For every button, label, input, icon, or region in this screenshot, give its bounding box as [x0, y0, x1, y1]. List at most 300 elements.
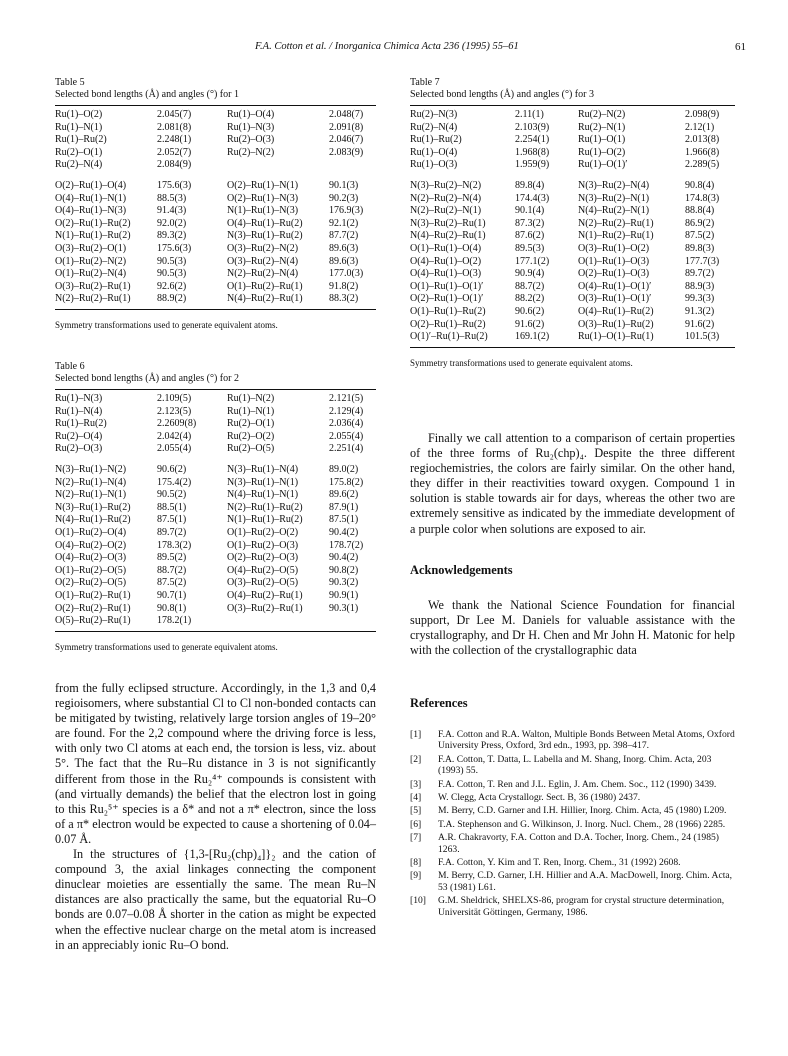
table-cell: 2.083(9)	[329, 146, 364, 158]
references-list	[410, 729, 735, 920]
table-cell: O(3)–Ru(1)–O(2)	[578, 242, 650, 254]
table-cell: 90.2(3)	[329, 192, 359, 204]
table-cell: 89.6(3)	[329, 255, 359, 267]
table-cell: N(4)–Ru(1)–Ru(2)	[55, 514, 131, 526]
table-cell: 175.6(3)	[157, 242, 192, 254]
table-cell: 2.055(4)	[329, 430, 364, 442]
reference-text: T.A. Stephenson and G. Wilkinson, J. Inorg. Nucl. Chem., 28 (1966) 2285.	[438, 818, 726, 830]
table-cell: 175.4(2)	[157, 476, 192, 488]
table-cell: Ru(2)–N(2)	[578, 109, 626, 120]
table-5	[55, 77, 376, 331]
table-cell: O(1)–Ru(2)–Ru(1)	[55, 589, 131, 601]
reference-number: [6]	[410, 818, 422, 830]
table-row	[410, 331, 735, 344]
table-cell: Ru(1)–N(3)	[227, 121, 275, 133]
table-5-caption: Selected bond lengths (Å) and angles (°) for 1	[55, 89, 239, 100]
table-row	[410, 281, 735, 294]
table-row	[55, 577, 376, 590]
table-cell: O(3)–Ru(2)–O(1)	[55, 242, 127, 254]
table-cell: Ru(1)–O(1)–Ru(1)	[578, 331, 654, 343]
table-cell: 89.6(3)	[329, 242, 359, 254]
table-5-label: Table 5	[55, 77, 85, 88]
table-row	[410, 122, 735, 135]
table-cell: 91.8(2)	[329, 280, 359, 292]
table-6	[55, 361, 376, 653]
table-cell: 177.1(2)	[515, 255, 550, 267]
table-cell: Ru(2)–N(2)	[227, 146, 275, 158]
table-cell: O(2)–Ru(1)–O(1)′	[410, 293, 484, 305]
table-cell: 90.5(2)	[157, 489, 187, 501]
table-row	[55, 552, 376, 565]
table-row	[410, 193, 735, 206]
table-row	[55, 281, 376, 294]
table-row	[55, 180, 376, 193]
table-cell: O(1)–Ru(2)–O(5)	[55, 564, 127, 576]
table-6-caption: Selected bond lengths (Å) and angles (°) for 2	[55, 373, 239, 384]
table-cell: O(1)–Ru(1)–Ru(2)	[410, 305, 486, 317]
table-cell: Ru(2)–N(3)	[410, 109, 458, 120]
table-cell: Ru(2)–O(4)	[55, 430, 103, 442]
table-cell: 175.6(3)	[157, 179, 192, 191]
table-cell: 90.6(2)	[515, 305, 545, 317]
table-cell: 87.5(1)	[329, 514, 359, 526]
table-cell: 88.2(2)	[515, 293, 545, 305]
table-cell: Ru(1)–O(4)	[410, 146, 458, 158]
table-cell: 90.8(4)	[685, 179, 715, 191]
table-cell: O(4)–Ru(2)–Ru(1)	[227, 589, 303, 601]
table-row	[55, 464, 376, 477]
table-cell: 89.7(2)	[157, 526, 187, 538]
table-cell: 89.5(2)	[157, 552, 187, 564]
table-row	[55, 615, 376, 628]
table-cell: N(3)–Ru(2)–N(2)	[410, 179, 482, 191]
table-cell: Ru(1)–N(1)	[55, 121, 103, 133]
table-cell: 87.5(2)	[685, 230, 715, 242]
table-cell: 91.6(2)	[515, 318, 545, 330]
table-cell: 1.966(8)	[685, 146, 720, 158]
table-6-footnote: Symmetry transformations used to generate equivalent atoms.	[55, 641, 278, 652]
table-cell: 90.8(1)	[157, 602, 187, 614]
table-row	[410, 147, 735, 160]
table-row	[55, 527, 376, 540]
table-cell: 177.0(3)	[329, 268, 364, 280]
reference-item	[410, 792, 735, 803]
reference-item	[410, 895, 735, 918]
table-5-footnote: Symmetry transformations used to generate equivalent atoms.	[55, 319, 278, 330]
table-cell: N(2)–Ru(2)–N(1)	[410, 205, 482, 217]
table-cell: N(3)–Ru(1)–N(1)	[227, 476, 299, 488]
reference-text: G.M. Sheldrick, SHELXS-86, program for crystal structure determination, Universität Göttingen, Germany, 1986.	[438, 895, 725, 918]
table-cell: N(4)–Ru(1)–N(1)	[227, 489, 299, 501]
table-group-separator	[55, 172, 376, 180]
table-cell: N(3)–Ru(1)–N(4)	[227, 463, 299, 475]
reference-number: [5]	[410, 805, 422, 817]
reference-text: M. Berry, C.D. Garner, I.H. Hillier and A.A. MacDowell, Inorg. Chim. Acta, 53 (1981) L61.	[438, 870, 733, 893]
table-row	[55, 193, 376, 206]
table-cell: 169.1(2)	[515, 331, 550, 343]
table-cell: O(3)–Ru(2)–Ru(1)	[227, 602, 303, 614]
table-cell: 2.052(7)	[157, 146, 192, 158]
table-cell: 1.959(9)	[515, 159, 550, 171]
table-row	[410, 109, 735, 122]
reference-text: F.A. Cotton and R.A. Walton, Multiple Bonds Between Metal Atoms, Oxford University Press, Oxford, 3rd edn., 1993, pp. 398–417.	[438, 729, 735, 752]
table-cell: 2.098(9)	[685, 109, 720, 120]
table-cell: N(3)–Ru(1)–N(2)	[55, 463, 127, 475]
table-cell: O(3)–Ru(2)–Ru(1)	[55, 280, 131, 292]
table-cell: O(2)–Ru(1)–O(3)	[578, 268, 650, 280]
table-cell: 2.129(4)	[329, 405, 364, 417]
table-cell: 92.6(2)	[157, 280, 187, 292]
table-6-label: Table 6	[55, 361, 85, 372]
reference-text: W. Clegg, Acta Crystallogr. Sect. B, 36 (1980) 2437.	[438, 792, 641, 804]
table-cell: 174.4(3)	[515, 192, 550, 204]
table-cell: O(4)–Ru(1)–Ru(2)	[227, 217, 303, 229]
reference-number: [4]	[410, 792, 422, 804]
left-body-text	[55, 681, 376, 953]
table-cell: 178.2(1)	[157, 615, 192, 627]
table-cell: 101.5(3)	[685, 331, 720, 343]
table-row	[410, 159, 735, 172]
table-cell: 2.103(9)	[515, 121, 550, 133]
table-cell: 88.3(2)	[329, 293, 359, 305]
table-row	[55, 205, 376, 218]
table-cell: N(3)–Ru(2)–N(1)	[578, 192, 650, 204]
table-row	[410, 180, 735, 193]
table-cell: Ru(1)–O(3)	[410, 159, 458, 171]
table-cell: Ru(2)–O(5)	[227, 443, 275, 455]
table-7-label: Table 7	[410, 77, 440, 88]
table-cell: 88.7(2)	[515, 280, 545, 292]
table-row	[55, 243, 376, 256]
table-cell	[227, 159, 329, 172]
table-cell: Ru(1)–N(1)	[227, 405, 275, 417]
table-cell: Ru(2)–O(3)	[55, 443, 103, 455]
table-row	[55, 590, 376, 603]
table-cell: 2.289(5)	[685, 159, 720, 171]
table-cell: O(4)–Ru(2)–O(5)	[227, 564, 299, 576]
table-cell: 175.8(2)	[329, 476, 364, 488]
left-paragraph-2: In the structures of {1,3-[Ru₂(chp)₄]}₂ and the cation of compound 3, the axial linkages connecting the component dinuclear moieties are essentially the same. The mean Ru–N distances are also practically the same, but the equatorial Ru–O bonds are 0.07–0.08 Å shorter in the cation as might be expected when the effective nuclear charge on the metal atom is increased in an appreciably ionic Ru–O bond.	[55, 847, 376, 952]
table-cell: O(4)–Ru(1)–O(3)	[410, 268, 482, 280]
table-cell: Ru(1)–N(4)	[55, 405, 103, 417]
references-heading: References	[410, 696, 468, 710]
table-cell: O(1)–Ru(2)–O(2)	[227, 526, 299, 538]
table-cell: 2.013(8)	[685, 134, 720, 146]
left-paragraph-1: from the fully eclipsed structure. Accordingly, in the 1,3 and 0,4 regioisomers, where substantial Cl to Cl non-bonded contacts can be mitigated by twisting, relatively large torsion angles of 19–20° are found. For the 2,2 compound where the driving force is less, with only two Cl atoms at each end, the torsion is less, viz. about 5°. The fact that the Ru–Ru distance in 3 is not significantly different from those in the Ru₂⁴⁺ compounds is consistent with (and virtually demands) the belief that the electron lost in going to this Ru₂⁵⁺ species is a δ* and not a π* electron, since the loss of a π* electron would be expected to cause a shortening of 0.04–0.07 Å.	[55, 681, 376, 846]
reference-item	[410, 832, 735, 855]
table-group-separator	[410, 172, 735, 180]
table-row	[55, 218, 376, 231]
table-cell: N(1)–Ru(2)–Ru(1)	[578, 230, 654, 242]
table-row	[410, 256, 735, 269]
reference-number: [8]	[410, 857, 422, 869]
table-group-separator	[55, 456, 376, 464]
table-cell: O(3)–Ru(1)–O(1)′	[578, 293, 652, 305]
table-cell: Ru(2)–O(2)	[227, 430, 275, 442]
table-cell: Ru(2)–O(1)	[227, 418, 275, 430]
table-cell: 90.3(2)	[329, 577, 359, 589]
table-cell: N(3)–Ru(2)–N(4)	[578, 179, 650, 191]
table-cell: Ru(1)–O(2)	[55, 109, 103, 120]
table-cell: 2.109(5)	[157, 393, 192, 404]
table-row	[55, 159, 376, 172]
table-cell: Ru(1)–O(2)	[578, 146, 626, 158]
table-row	[55, 443, 376, 456]
table-cell: O(1)–Ru(1)–O(4)	[410, 242, 482, 254]
table-cell: N(1)–Ru(1)–Ru(2)	[55, 230, 131, 242]
table-cell: N(3)–Ru(1)–Ru(2)	[55, 501, 131, 513]
table-cell: O(3)–Ru(1)–Ru(2)	[578, 318, 654, 330]
table-cell: Ru(1)–O(1)′	[578, 159, 628, 171]
table-cell: 90.7(1)	[157, 589, 187, 601]
table-cell: O(3)–Ru(2)–O(5)	[227, 577, 299, 589]
table-cell: O(3)–Ru(2)–N(4)	[227, 255, 299, 267]
table-cell	[227, 615, 329, 628]
table-cell: O(4)–Ru(1)–N(3)	[55, 205, 127, 217]
table-cell: O(1)–Ru(2)–N(2)	[55, 255, 127, 267]
table-cell: N(2)–Ru(1)–Ru(2)	[227, 501, 303, 513]
table-cell: 90.6(2)	[157, 463, 187, 475]
table-cell: Ru(2)–N(4)	[55, 159, 103, 171]
table-7-footnote: Symmetry transformations used to generate equivalent atoms.	[410, 357, 633, 368]
table-cell: 2.081(8)	[157, 121, 192, 133]
acknowledgements-heading: Acknowledgements	[410, 563, 513, 577]
table-cell: 87.7(2)	[329, 230, 359, 242]
reference-text: F.A. Cotton, Y. Kim and T. Ren, Inorg. Chem., 31 (1992) 2608.	[438, 857, 681, 869]
reference-text: F.A. Cotton, T. Ren and J.L. Eglin, J. Am. Chem. Soc., 112 (1990) 3439.	[438, 778, 717, 790]
table-row	[410, 230, 735, 243]
table-cell: 88.9(2)	[157, 293, 187, 305]
reference-number: [3]	[410, 778, 422, 790]
reference-item	[410, 805, 735, 816]
table-cell: 2.048(7)	[329, 109, 364, 120]
table-cell: 99.3(3)	[685, 293, 715, 305]
reference-text: M. Berry, C.D. Garner and I.H. Hillier, Inorg. Chim. Acta, 45 (1980) L209.	[438, 805, 727, 817]
table-cell: O(4)–Ru(1)–N(1)	[55, 192, 127, 204]
table-cell: 91.6(2)	[685, 318, 715, 330]
table-cell: 2.248(1)	[157, 134, 192, 146]
table-cell: O(2)–Ru(2)–O(3)	[227, 552, 299, 564]
table-row	[55, 256, 376, 269]
table-cell: 2.042(4)	[157, 430, 192, 442]
table-cell: 91.3(2)	[685, 305, 715, 317]
table-cell: N(2)–Ru(1)–N(1)	[55, 489, 127, 501]
table-cell: 176.9(3)	[329, 205, 364, 217]
table-cell: 89.8(4)	[515, 179, 545, 191]
table-cell: 2.121(5)	[329, 393, 364, 404]
table-cell: N(2)–Ru(2)–Ru(1)	[578, 217, 654, 229]
table-cell: 2.11(1)	[515, 109, 544, 120]
table-row	[55, 230, 376, 243]
table-row	[410, 218, 735, 231]
table-cell: 90.4(2)	[329, 526, 359, 538]
reference-item	[410, 779, 735, 790]
table-cell: Ru(1)–Ru(2)	[410, 134, 462, 146]
table-cell: 89.3(2)	[157, 230, 187, 242]
table-cell: 86.9(2)	[685, 217, 715, 229]
reference-text: F.A. Cotton, T. Datta, L. Labella and M. Shang, Inorg. Chim. Acta, 203 (1993) 55.	[438, 753, 712, 777]
table-cell: 88.5(3)	[157, 192, 187, 204]
table-cell: 2.055(4)	[157, 443, 192, 455]
table-cell: N(1)–Ru(1)–N(3)	[227, 205, 299, 217]
table-row	[55, 393, 376, 406]
right-body-text	[410, 431, 735, 537]
table-cell: N(4)–Ru(2)–Ru(1)	[227, 293, 303, 305]
table-cell: Ru(1)–Ru(2)	[55, 418, 107, 430]
table-6-grid	[55, 393, 376, 628]
table-cell: Ru(1)–O(4)	[227, 109, 275, 120]
table-cell: N(2)–Ru(2)–N(4)	[227, 268, 299, 280]
table-cell: O(1)–Ru(2)–O(4)	[55, 526, 127, 538]
reference-item	[410, 857, 735, 868]
table-cell: O(2)–Ru(1)–O(4)	[55, 179, 127, 191]
table-row	[55, 565, 376, 578]
table-7-caption: Selected bond lengths (Å) and angles (°) for 3	[410, 89, 594, 100]
table-7-grid	[410, 109, 735, 344]
table-cell: 87.5(1)	[157, 514, 187, 526]
table-cell: O(5)–Ru(2)–Ru(1)	[55, 615, 131, 627]
table-cell: 92.0(2)	[157, 217, 187, 229]
table-cell: O(4)–Ru(2)–O(2)	[55, 539, 127, 551]
table-cell: O(2)–Ru(2)–O(5)	[55, 577, 127, 589]
table-cell: 90.9(1)	[329, 589, 359, 601]
table-cell: N(4)–Ru(2)–N(1)	[578, 205, 650, 217]
table-cell: O(2)–Ru(1)–Ru(2)	[55, 217, 131, 229]
table-row	[410, 306, 735, 319]
table-cell: N(2)–Ru(2)–N(4)	[410, 192, 482, 204]
table-cell: O(4)–Ru(2)–O(3)	[55, 552, 127, 564]
table-row	[55, 147, 376, 160]
table-row	[410, 268, 735, 281]
table-cell: 88.5(1)	[157, 501, 187, 513]
table-cell: 90.5(3)	[157, 255, 187, 267]
reference-number: [9]	[410, 870, 422, 882]
table-cell: 90.1(4)	[515, 205, 545, 217]
table-cell: O(1)–Ru(1)–O(1)′	[410, 280, 484, 292]
table-cell: 87.5(2)	[157, 577, 187, 589]
table-cell: 90.1(3)	[329, 179, 359, 191]
table-row	[55, 502, 376, 515]
acknowledgements-text-block	[410, 598, 735, 658]
table-cell: 87.6(2)	[515, 230, 545, 242]
table-row	[55, 418, 376, 431]
reference-item	[410, 754, 735, 777]
table-cell: 87.3(2)	[515, 217, 545, 229]
table-cell: O(2)–Ru(1)–N(3)	[227, 192, 299, 204]
table-cell: 2.045(7)	[157, 109, 192, 120]
table-cell	[329, 159, 376, 172]
table-cell: Ru(2)–O(1)	[55, 146, 103, 158]
table-cell: O(2)–Ru(2)–Ru(1)	[55, 602, 131, 614]
table-row	[55, 406, 376, 419]
table-cell: 90.4(2)	[329, 552, 359, 564]
table-cell: 89.6(2)	[329, 489, 359, 501]
table-cell: Ru(1)–Ru(2)	[55, 134, 107, 146]
table-cell: 89.8(3)	[685, 242, 715, 254]
table-cell: 90.9(4)	[515, 268, 545, 280]
table-cell: 2.123(5)	[157, 405, 192, 417]
table-cell: O(1)–Ru(2)–O(3)	[227, 539, 299, 551]
table-cell: N(1)–Ru(1)–Ru(2)	[227, 514, 303, 526]
table-cell: 2.2609(8)	[157, 418, 197, 430]
table-cell: 2.12(1)	[685, 121, 715, 133]
reference-item	[410, 870, 735, 893]
table-row	[55, 603, 376, 616]
table-cell: 88.8(4)	[685, 205, 715, 217]
table-row	[410, 205, 735, 218]
acknowledgements-text: We thank the National Science Foundation for financial support, Dr Lee M. Daniels for valuable assistance with the crystallography, and Dr H. Chen and Mr John H. Matonic for help with the collection of the crystallographic data	[410, 598, 735, 658]
table-row	[55, 431, 376, 444]
table-cell: O(4)–Ru(1)–O(2)	[410, 255, 482, 267]
table-row	[55, 134, 376, 147]
table-row	[55, 293, 376, 306]
table-row	[55, 477, 376, 490]
table-cell: 2.084(9)	[157, 159, 192, 171]
table-cell: Ru(2)–N(1)	[578, 121, 626, 133]
table-cell: 89.5(3)	[515, 242, 545, 254]
table-cell: 88.7(2)	[157, 564, 187, 576]
table-cell: 90.3(1)	[329, 602, 359, 614]
table-cell: N(4)–Ru(2)–Ru(1)	[410, 230, 486, 242]
table-row	[410, 293, 735, 306]
table-cell: O(2)–Ru(1)–N(1)	[227, 179, 299, 191]
reference-item	[410, 729, 735, 752]
table-cell: O(1)′–Ru(1)–Ru(2)	[410, 331, 488, 343]
table-row	[55, 540, 376, 553]
table-cell: O(4)–Ru(1)–Ru(2)	[578, 305, 654, 317]
table-cell: 178.3(2)	[157, 539, 192, 551]
table-cell	[329, 615, 376, 628]
table-row	[55, 122, 376, 135]
table-7	[410, 77, 735, 369]
table-cell: 2.046(7)	[329, 134, 364, 146]
reference-number: [10]	[410, 895, 426, 907]
table-cell: 89.7(2)	[685, 268, 715, 280]
table-5-grid	[55, 109, 376, 306]
table-row	[410, 319, 735, 332]
table-cell: 178.7(2)	[329, 539, 364, 551]
table-cell: Ru(2)–O(3)	[227, 134, 275, 146]
table-row	[55, 268, 376, 281]
table-cell: O(3)–Ru(2)–N(2)	[227, 242, 299, 254]
table-cell: N(3)–Ru(1)–Ru(2)	[227, 230, 303, 242]
table-cell: 90.8(2)	[329, 564, 359, 576]
table-cell: 88.9(3)	[685, 280, 715, 292]
table-cell: N(2)–Ru(2)–Ru(1)	[55, 293, 131, 305]
table-cell: 92.1(2)	[329, 217, 359, 229]
table-cell: 91.4(3)	[157, 205, 187, 217]
table-cell: Ru(1)–N(3)	[55, 393, 103, 404]
table-cell: Ru(1)–N(2)	[227, 393, 275, 404]
table-cell: N(3)–Ru(2)–Ru(1)	[410, 217, 486, 229]
running-title: F.A. Cotton et al. / Inorganica Chimica Acta 236 (1995) 55–61	[255, 41, 519, 52]
reference-item	[410, 819, 735, 830]
table-cell: Ru(2)–N(4)	[410, 121, 458, 133]
table-cell: 2.091(8)	[329, 121, 364, 133]
table-cell: 2.254(1)	[515, 134, 550, 146]
table-row	[410, 134, 735, 147]
table-cell: 2.036(4)	[329, 418, 364, 430]
table-row	[55, 489, 376, 502]
table-cell: O(4)–Ru(1)–O(1)′	[578, 280, 652, 292]
table-cell: O(1)–Ru(1)–O(3)	[578, 255, 650, 267]
table-cell: Ru(1)–O(1)	[578, 134, 626, 146]
table-cell: 90.5(3)	[157, 268, 187, 280]
table-cell: 177.7(3)	[685, 255, 720, 267]
reference-text: A.R. Chakravorty, F.A. Cotton and D.A. Tocher, Inorg. Chem., 24 (1985) 1263.	[438, 832, 719, 855]
page-number: 61	[735, 41, 746, 53]
reference-number: [1]	[410, 729, 422, 740]
